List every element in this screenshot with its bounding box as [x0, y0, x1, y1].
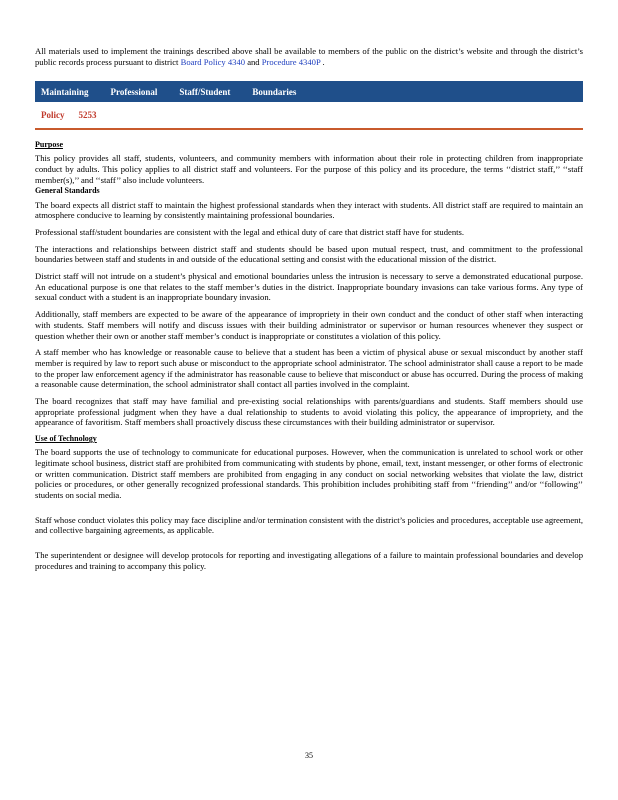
general-paragraph-4: District staff will not intrude on a student’s physical and emotional boundaries unless the intrusion is necessary to serve a demonstrated educational purpose. An educational purpose is one that relates to the staff member’s duties in the district. Inappropriate boundary invasions can take various forms. Any type of sexual conduct with a student is an inappropriate boundary invasion.	[35, 271, 583, 303]
general-paragraph-3: The interactions and relationships between district staff and students should be based upon mutual respect, trust, and commitment to the professional boundaries between staff and students in and outside of the educational setting and consist with the educational mission of the district.	[35, 243, 583, 265]
purpose-heading: Purpose	[35, 140, 63, 150]
use-of-technology-heading: Use of Technology	[35, 434, 97, 444]
document-page	[35, 46, 583, 578]
general-standards-heading: General Standards	[35, 185, 100, 195]
technology-paragraph-3: The superintendent or designee will develop protocols for reporting and investigating allegations of a failure to maintain professional boundaries and develop procedures and training to accompany this policy.	[35, 550, 583, 571]
general-paragraph-2: Professional staff/student boundaries are consistent with the legal and ethical duty of care that district staff have for students.	[35, 226, 465, 237]
intro-end: .	[320, 56, 325, 67]
policy-title-banner	[35, 81, 583, 102]
board-policy-4340-link[interactable]: Board Policy 4340	[180, 56, 246, 67]
policy-number-line	[35, 102, 583, 130]
intro-and: and	[245, 56, 262, 67]
technology-paragraph-1: The board supports the use of technology to communicate for educational purposes. However, when the communication is unrelated to school work or other legitimate school business, district staff are prohibited from communicating with students by phone, email, text, instant messenger, or other forms of electronic or written communication. District staff members are prohibited from engaging in any conduct on social networking websites that violate the law, district policies or procedures, or other generally recognized professional standards. This prohibition includes prohibiting staff from ‘‘friending’’ and/or ‘‘following’’ students on social media.	[35, 447, 583, 500]
banner-word: Professional	[110, 86, 158, 97]
technology-paragraph-2: Staff whose conduct violates this policy may face discipline and/or termination consistent with the district’s policies and procedures, acceptable use agreement, and collective bargaining agreements, as applicable.	[35, 514, 583, 536]
general-paragraph-5: Additionally, staff members are expected to be aware of the appearance of impropriety in their own conduct and the conduct of other staff when interacting with students. Staff members will notify and discuss issues with their building administrator or supervisor or human resources whenever they suspect or question whether their own or another staff member’s conduct is inappropriate or constitutes a violation of this policy.	[35, 309, 583, 341]
general-paragraph-1: The board expects all district staff to maintain the highest professional standards when they interact with students. All district staff are required to maintain an atmosphere conducive to learning by consistently maintaining professional boundaries.	[35, 199, 583, 221]
purpose-paragraph: This policy provides all staff, students, volunteers, and community members with information about their role in protecting children from inappropriate conduct by adults. This policy applies to all district staff and volunteers. For the purpose of this policy and its procedure, the terms ‘‘district staff,’’ ‘‘staff member(s),’’ and ‘‘staff’’ also include volunteers.	[35, 153, 583, 185]
banner-word: Maintaining	[41, 86, 89, 97]
intro-text: All materials used to implement the trainings described above shall be available to members of the public on the district’s website and through the district’s public records process pursuant to district	[35, 46, 583, 67]
policy-number: 5253	[78, 110, 97, 121]
banner-word: Staff/Student	[179, 86, 231, 97]
page-number: 35	[305, 751, 313, 760]
general-paragraph-6: A staff member who has knowledge or reasonable cause to believe that a student has been a victim of physical abuse or sexual misconduct by another staff member is required by law to report such abuse or misconduct to the appropriate school administrator. The school administrator shall cause a report to be made to the proper law enforcement agency if the administrator has reasonable cause to believe that misconduct or abuse has occurred. During the process of making a reasonable cause determination, the school administrator shall contact all parties involved in the complaint.	[35, 347, 583, 390]
banner-word: Boundaries	[252, 86, 297, 97]
intro-paragraph	[35, 46, 583, 67]
policy-label: Policy	[41, 110, 65, 121]
procedure-4340p-link[interactable]: Procedure 4340P	[261, 56, 321, 67]
general-paragraph-7: The board recognizes that staff may have familial and pre-existing social relationships with parents/guardians and students. Staff members should use appropriate professional judgment when they have a dual relationship to students to avoid violating this policy, the appearance of impropriety, and the appearance of favoritism. Staff members shall proactively discuss these circumstances with their building administrator or supervisor.	[35, 396, 583, 428]
